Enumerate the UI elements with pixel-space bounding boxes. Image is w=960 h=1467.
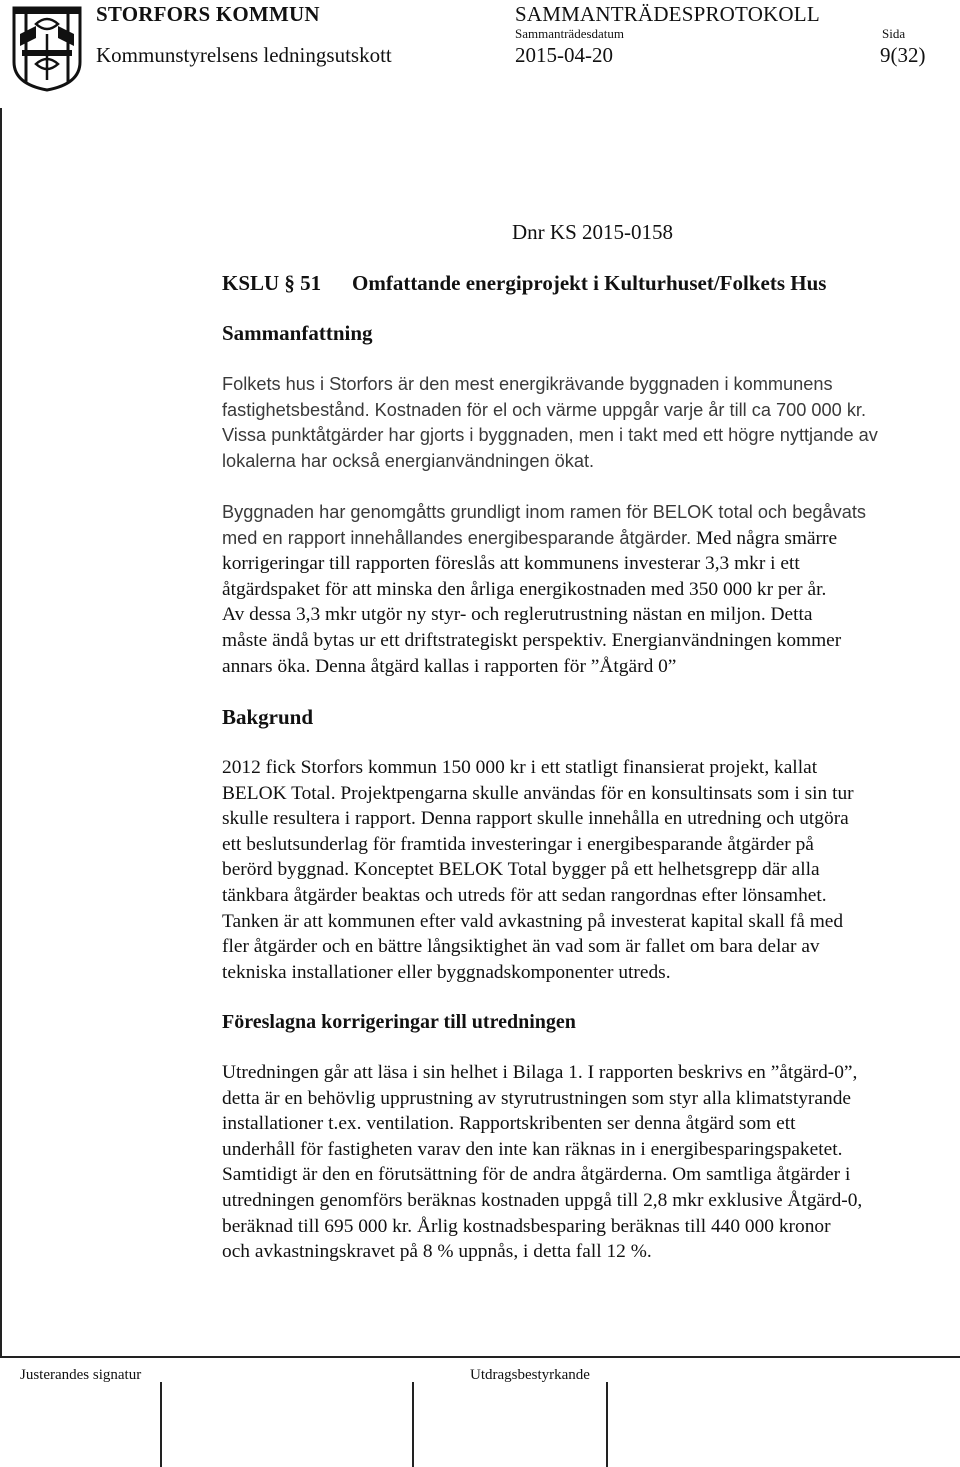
text-line: annars öka. Denna åtgärd kallas i rapporten för ”Åtgärd 0” <box>222 655 677 677</box>
footer-divider <box>412 1382 414 1467</box>
municipal-crest-icon <box>10 4 84 92</box>
case-reference: Dnr KS 2015-0158 <box>512 220 673 244</box>
text-line: BELOK Total. Projektpengarna skulle användas för en konsultinsats som i sin tur <box>222 782 854 804</box>
municipality-name: STORFORS KOMMUN <box>96 2 320 26</box>
text-line: Samtidigt är den en förutsättning för de andra åtgärderna. Om samtliga åtgärder i <box>222 1164 851 1186</box>
text-line: Tanken är att kommunen efter vald avkastning på investerat kapital skall få med <box>222 910 844 932</box>
corrections-heading: Föreslagna korrigeringar till utredningen <box>222 1011 576 1033</box>
left-margin-rule <box>0 108 2 1358</box>
text-line: åtgärdspaket för att minska den årliga energikostnaden med 350 000 kr per år. <box>222 578 827 600</box>
page-number: 9(32) <box>880 43 926 67</box>
corrections-paragraph <box>222 1060 947 1265</box>
paragraph-id: KSLU § 51 <box>222 271 322 295</box>
text-line: Utredningen går att läsa i sin helhet i Bilaga 1. I rapporten beskrivs en ”åtgärd-0”, <box>222 1062 858 1083</box>
summary-heading: Sammanfattning <box>222 321 373 345</box>
summary-paragraph-1 <box>222 372 947 474</box>
text-line: korrigeringar till rapporten föreslås att kommunens investerar 3,3 mkr i ett <box>222 553 800 575</box>
footer-divider <box>160 1382 162 1467</box>
text-line: tekniska installationer eller byggnadskomponenter utreds. <box>222 961 671 983</box>
text-line: underhåll för fastigheten varav den inte kan räknas in i energibesparingspaketet. <box>222 1138 843 1160</box>
text-line: berörd byggnad. Konceptet BELOK Total bygger på ett helhetsgrepp där alla <box>222 859 820 881</box>
extract-certification-label: Utdragsbestyrkande <box>470 1367 590 1383</box>
case-title: Omfattande energiprojekt i Kulturhuset/Folkets Hus <box>352 271 827 295</box>
text-line: Vissa punktåtgärder har gjorts i byggnaden, men i takt med ett högre nyttjande av <box>222 425 878 446</box>
text-line: lokalerna har också energianvändningen ökat. <box>222 450 595 471</box>
text-line <box>222 526 947 552</box>
background-heading: Bakgrund <box>222 705 314 729</box>
text-line: och avkastningskravet på 8 % uppnås, i detta fall 12 %. <box>222 1241 652 1263</box>
text-line: skulle resultera i rapport. Denna rapport skulle innehålla en utredning och utgöra <box>222 808 849 830</box>
committee-name: Kommunstyrelsens ledningsutskott <box>96 43 392 67</box>
footer-divider <box>606 1382 608 1467</box>
summary-paragraph-2 <box>222 500 947 679</box>
date-label: Sammanträdesdatum <box>515 26 625 41</box>
text-line: utredningen genomförs beräknas kostnaden uppgå till 2,8 mkr exklusive Åtgärd-0, <box>222 1189 863 1211</box>
meeting-date: 2015-04-20 <box>515 43 613 67</box>
text-line: Byggnaden har genomgåtts grundligt inom ramen för BELOK total och begåvats <box>222 502 867 522</box>
text-line: Folkets hus i Storfors är den mest energikrävande byggnaden i kommunens <box>222 374 833 394</box>
footer-rule <box>0 1356 960 1358</box>
protocol-title: SAMMANTRÄDESPROTOKOLL <box>515 2 820 26</box>
text-line: installationer t.ex. ventilation. Rapportskribenten ser denna åtgärd som ett <box>222 1113 796 1135</box>
text-line: måste ändå bytas ur ett driftstrategiskt perspektiv. Energianvändningen kommer <box>222 629 842 651</box>
background-paragraph <box>222 755 947 985</box>
text-line: tänkbara åtgärder beaktas och utreds för att sedan rangordnas efter lönsamhet. <box>222 884 827 906</box>
text-line: ett beslutsunderlag för framtida investeringar i energibesparande åtgärder på <box>222 833 814 855</box>
text-line: fler åtgärder och en bättre långsiktighet än vad som är fallet om bara delar av <box>222 936 820 958</box>
text-line: fastighetsbestånd. Kostnaden för el och värme uppgår varje år till ca 700 000 kr. <box>222 399 867 420</box>
text-line: 2012 fick Storfors kommun 150 000 kr i ett statligt finansierat projekt, kallat <box>222 757 818 778</box>
text-line: Av dessa 3,3 mkr utgör ny styr- och reglerutrustning nästan en miljon. Detta <box>222 604 813 626</box>
text-span: Med några smärre <box>691 527 838 549</box>
text-span: med en rapport innehållandes energibesparande åtgärder. <box>222 527 692 548</box>
text-line: beräknad till 695 000 kr. Årlig kostnadsbesparing beräknas till 440 000 kronor <box>222 1215 831 1237</box>
text-line: detta är en behövlig upprustning av styrutrustningen som styr alla klimatstyrande <box>222 1087 851 1109</box>
page-label: Sida <box>882 26 906 41</box>
signature-label: Justerandes signatur <box>20 1367 142 1383</box>
